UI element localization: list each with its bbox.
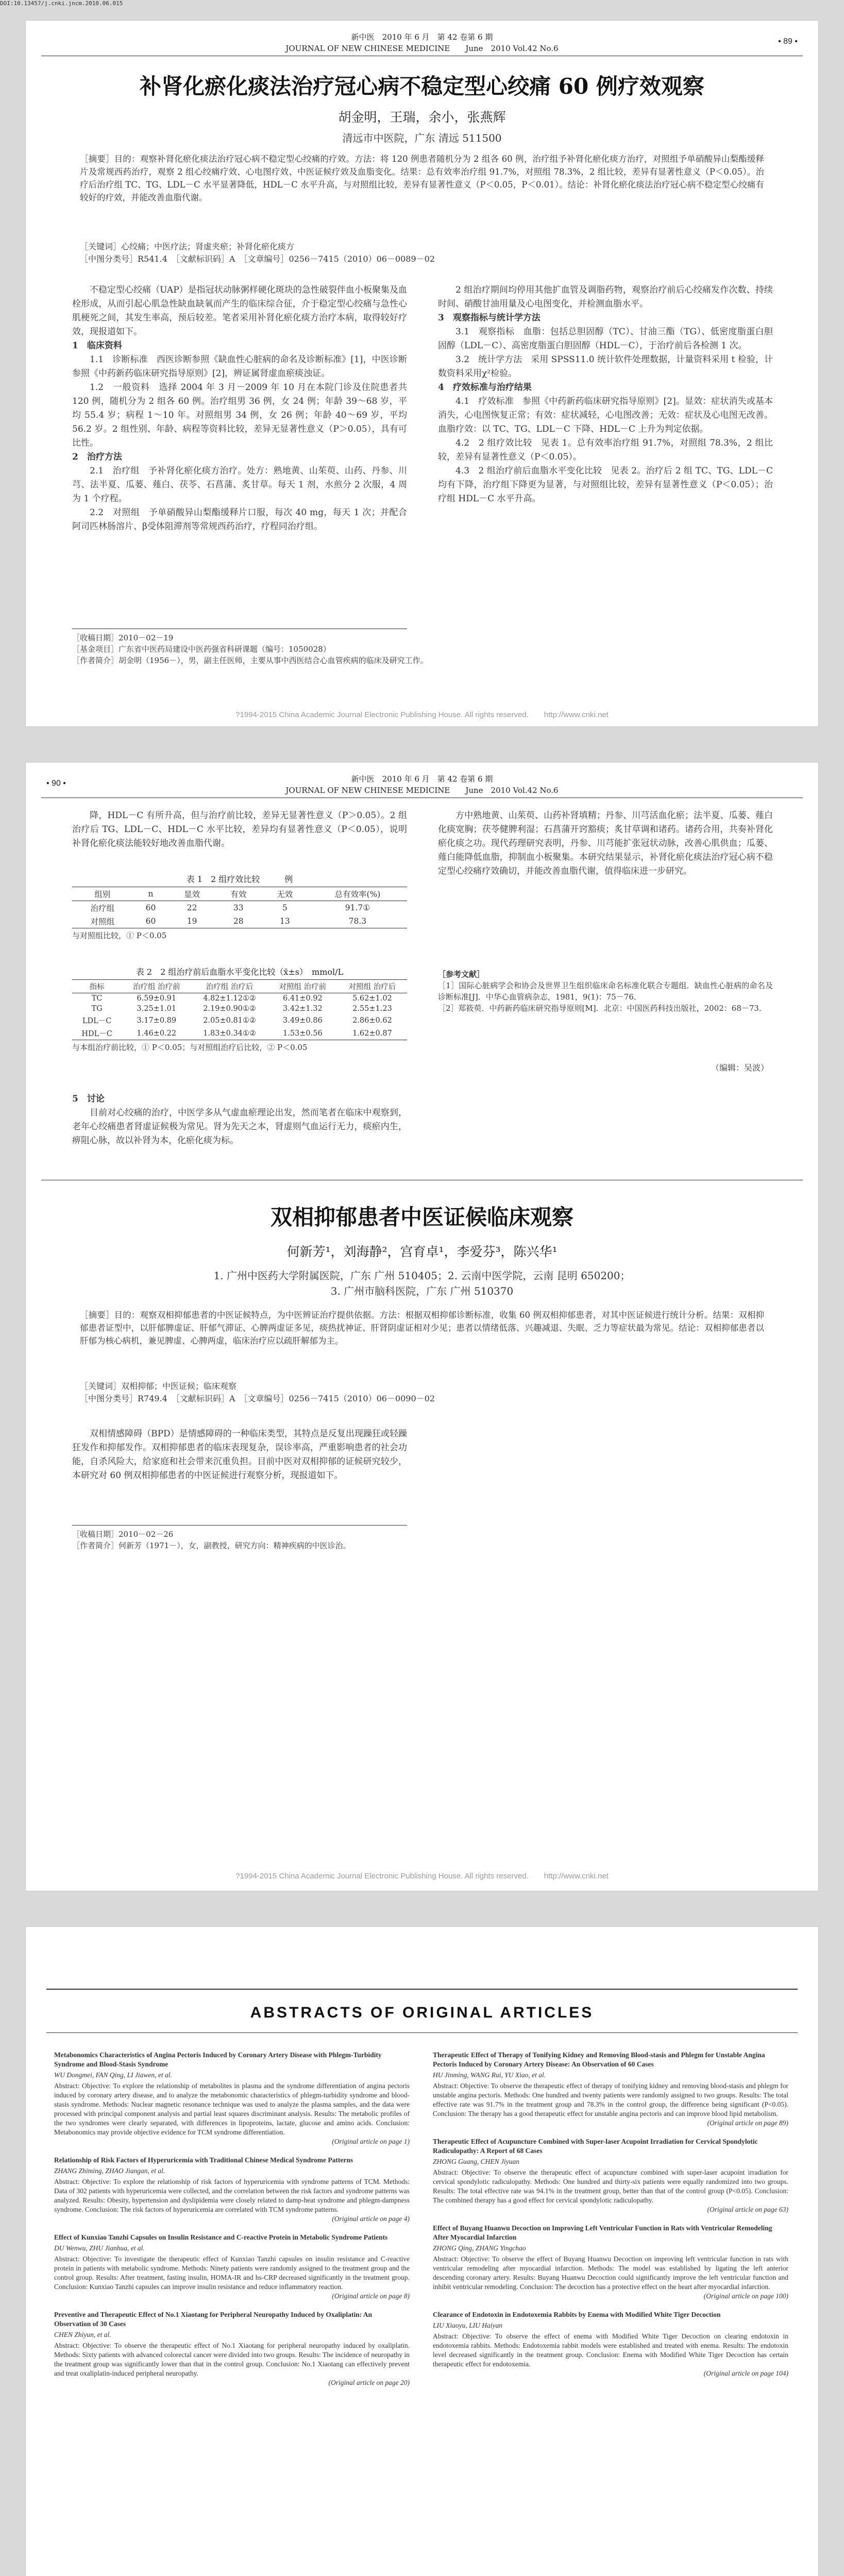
abstract-title: Metabonomics Characteristics of Angina Pectoris Induced by Coronary Artery Disease with Phlegm-Turbidity Syndrome and Blood-Stasis Syndrome	[54, 2051, 382, 2068]
running-header-cn: 新中医 2010 年 6 月 第 42 卷第 6 期	[351, 32, 493, 42]
table-cell: 91.7①	[345, 903, 370, 912]
table-cell: 3.25±1.01	[137, 1005, 177, 1013]
table-header: 有效	[215, 887, 262, 901]
abstract-citation: (Original article on page 89)	[707, 2119, 788, 2127]
paragraph: 2 组治疗期间均停用其他扩血管及调脂药物，观察治疗前后心绞痛发作次数、持续时间、硝酸甘油用量及心电图变化，并检测血脂水平。	[438, 285, 773, 309]
abstract-citation: (Original article on page 63)	[707, 2206, 788, 2213]
header-rule	[46, 2032, 798, 2033]
article-affiliation: 清远市中医院，广东 清远 511500	[342, 132, 502, 144]
table-header: 总有效率(%)	[308, 887, 407, 901]
body-column-right	[438, 283, 773, 618]
copyright-watermark: ?1994-2015 China Academic Journal Electronic Publishing House. All rights reserved. http://www.cnki.net	[235, 1872, 609, 1880]
keywords: ［关键词］心绞痛；中医疗法；肾虚夹瘀；补肾化瘀化痰方	[80, 242, 295, 251]
footnote-received: ［收稿日期］2010－02－26	[72, 1530, 174, 1539]
table-row	[72, 901, 407, 915]
abstract-title: Therapeutic Effect of Acupuncture Combined with Super-laser Acupoint Irradiation for Cervical Spondylotic Radiculopathy: A Report of 68 Cases	[433, 2138, 758, 2155]
table-header: 组别	[72, 887, 132, 901]
abstract-authors: ZHONG Guang, CHEN Jiyuan	[433, 2158, 519, 2165]
table-cell: TG	[91, 1005, 103, 1013]
abstract-authors: LIU Xiaoyu, LIU Haiyan	[433, 2321, 502, 2329]
discussion-right	[438, 809, 773, 878]
paragraph: 双相情感障碍（BPD）是情感障碍的一种临床类型，其特点是反复出现躁狂或轻躁狂发作和抑郁发作。双相抑郁患者的临床表现复杂，误诊率高，严重影响患者的社会功能，自杀风险大，给家庭和社会带来沉重负担。目前中医对双相抑郁的证候研究较少，本研究对 60 例双相抑郁患者的中医证候进行观察分析，现报道如下。	[72, 1429, 407, 1481]
table-cell: 3.49±0.86	[282, 1016, 323, 1025]
abstract-item	[433, 2310, 788, 2378]
article-authors: 胡金明，王瑞，余小，张燕辉	[338, 110, 506, 125]
table-header: 显效	[169, 887, 215, 901]
paragraph: 3.1 观察指标 血脂：包括总胆固醇（TC）、甘油三酯（TG）、低密度脂蛋白胆固醇（LDL－C）、高密度脂蛋白胆固醇（HDL－C），于治疗前后各检测 1 次。	[438, 327, 773, 351]
abstract-item	[54, 2310, 410, 2387]
article-affiliation: 3. 广州市脑科医院，广东 广州 510370	[330, 1285, 514, 1297]
table-header: 治疗组 治疗后	[191, 980, 268, 993]
table-cell: 78.3	[308, 914, 407, 928]
doi-label: DOI:10.13457/j.cnki.jncm.2010.06.015	[0, 0, 123, 7]
page-90	[26, 762, 818, 1891]
table-cell: 2.86±0.62	[352, 1016, 392, 1025]
table-cell: 4.82±1.12①②	[203, 994, 256, 1003]
table-header: 对照组 治疗前	[268, 980, 337, 993]
paragraph: 不稳定型心绞痛（UAP）是指冠状动脉粥样硬化斑块的急性破裂伴血小板聚集及血栓形成，从而引起心肌急性缺血缺氧而产生的临床综合征，介于稳定型心绞痛与急性心肌梗死之间，其发生率高，预后较差。笔者采用补肾化瘀化痰方治疗本病，取得较好疗效，现报道如下。	[72, 285, 407, 337]
paragraph: 4.3 2 组治疗前后血脂水平变化比较 见表 2。治疗后 2 组 TC、TG、LDL－C 均有下降，治疗组下降更为显著，与对照组比较，差异有显著性意义（P＜0.05）；治疗组 HDL－C 水平升高。	[438, 466, 773, 504]
abstract-body: Abstract: Objective: To explore the relationship of metabolites in plasma and the syndrome differentiation of angina pectoris induced by coronary artery disease, and to analyze the metabonomic characteristics of phlegm-turbidity syndrome and blood-stasis syndrome. Methods: Nuclear magnetic resonance technique was used to analyze the plasma samples, and the data were processed with principal component analysis and partial least squares discriminant analysis. Results: The metabolic profiles of the two syndromes were clearly separated, with differences in lipoproteins, lactate, glucose and amino acids. Conclusion: Metabonomics may provide objective evidence for TCM syndrome differentiation.	[54, 2082, 410, 2136]
header-rule	[46, 1989, 798, 1990]
table-cell: 60	[132, 914, 168, 928]
paragraph: 2.1 治疗组 予补肾化瘀化痰方治疗。处方：熟地黄、山茱萸、山药、丹参、川芎、法半夏、瓜蒌、薤白、茯苓、石菖蒲、炙甘草。每天 1 剂，水煎分 2 次服，4 周为 1 个疗程。	[72, 466, 407, 504]
section-heading: 5 讨论	[72, 1094, 105, 1104]
table-header: 无效	[262, 887, 308, 901]
abstract-item	[54, 2050, 410, 2146]
paragraph: 4.2 2 组疗效比较 见表 1。总有效率治疗组 91.7%，对照组 78.3%，2 组比较，差异有显著性意义（P＜0.05）。	[438, 438, 773, 462]
table-header: 对照组 治疗后	[337, 980, 407, 993]
abstract-title: Effect of Buyang Huanwu Decoction on Improving Left Ventricular Function in Rats with Ventricular Remodeling After Myocardial Infarction	[433, 2224, 772, 2241]
table-cell: 1.46±0.22	[122, 1027, 191, 1040]
abstract-title: Relationship of Risk Factors of Hyperuricemia with Traditional Chinese Medical Syndrome Patterns	[54, 2156, 353, 2164]
article-title: 双相抑郁患者中医证候临床观察	[270, 1205, 573, 1230]
table-row	[72, 993, 407, 1004]
table-cell: 2.05±0.81①②	[203, 1016, 256, 1025]
body-column-left	[72, 1427, 407, 1483]
table-cell: 3.42±1.32	[282, 1005, 323, 1013]
abstract-authors: ZHONG Qing, ZHANG Yingchao	[433, 2244, 526, 2252]
abstract-authors: WU Dongmei, FAN Qing, LI Jiawen, et al.	[54, 2071, 172, 2079]
editor-note: （编辑：吴波）	[711, 1063, 769, 1073]
discussion-left	[72, 1092, 407, 1148]
table-cell: 33	[233, 903, 244, 912]
table-cell: 2.55±1.23	[352, 1005, 392, 1013]
abstract-item	[433, 2050, 788, 2128]
table-cell: 22	[187, 903, 197, 912]
table-note: 与对照组比较，① P＜0.05	[72, 931, 167, 940]
table-note: 与本组治疗前比较，① P＜0.05；与对照组治疗后比较，② P＜0.05	[72, 1043, 308, 1052]
paragraph: 降，HDL－C 有所升高，但与治疗前比较，差异无显著性意义（P＞0.05）。2 组治疗后 TG、LDL－C、HDL－C 水平比较，差异均有显著性意义（P＜0.05），说明补肾化瘀化痰法能较好地改善血脂代谢。	[72, 810, 407, 849]
abstract-body: Abstract: Objective: To observe the therapeutic effect of acupuncture combined with super-laser acupoint irradiation for cervical spondylotic radiculopathy. Methods: One hundred and thirty-six patients were equally randomized into two groups. Results: The total effective rate was 94.1% in the treatment group, better than that of the control group (P<0.05). Conclusion: The combined therapy has a good effect for cervical spondylotic radiculopathy.	[433, 2168, 788, 2204]
abstract-authors: HU Jinming, WANG Rui, YU Xiao, et al.	[433, 2071, 546, 2079]
paragraph: 方中熟地黄、山茱萸、山药补肾填精；丹参、川芎活血化瘀；法半夏、瓜蒌、薤白化痰宽胸；茯苓健脾利湿；石菖蒲开窍豁痰；炙甘草调和诸药。诸药合用，共奏补肾化瘀化痰之功。现代药理研究表明，丹参、川芎能扩张冠状动脉，改善心肌供血；瓜蒌、薤白能降低血脂，抑制血小板聚集。本研究结果显示，补肾化瘀化痰法治疗冠心病不稳定型心绞痛疗效确切，并能改善血脂代谢，值得临床进一步研究。	[438, 810, 773, 876]
page-89	[26, 21, 818, 726]
classification-line: ［中图分类号］R541.4 ［文献标识码］A ［文章编号］0256－7415（2010）06－0089－02	[80, 254, 435, 264]
table-cell: 1.83±0.34①②	[191, 1027, 268, 1040]
table-cell: 1.62±0.87	[337, 1027, 407, 1040]
abstracts-page	[26, 1927, 818, 2576]
footnote-rule	[72, 1525, 407, 1526]
running-header-cn: 新中医 2010 年 6 月 第 42 卷第 6 期	[351, 774, 493, 784]
section-heading: 4 疗效标准与治疗结果	[438, 382, 532, 393]
section-heading: 2 治疗方法	[72, 452, 122, 462]
body-column-left	[72, 809, 407, 851]
table-row	[72, 1027, 407, 1040]
abstract-title: Preventive and Therapeutic Effect of No.1 Xiaotang for Peripheral Neuropathy Induced by Oxaliplatin: An Observation of 30 Cases	[54, 2311, 372, 2328]
table-cell: TC	[91, 994, 103, 1003]
table-header: n	[132, 887, 168, 901]
table-row	[72, 1004, 407, 1014]
copyright-watermark: ?1994-2015 China Academic Journal Electronic Publishing House. All rights reserved. http://www.cnki.net	[235, 710, 609, 719]
page-number: • 89 •	[778, 37, 798, 46]
footnote-fund: ［基金项目］广东省中医药局建设中医药强省科研课题（编号：1050028）	[72, 645, 331, 654]
table-row	[72, 1014, 407, 1027]
abstract-body: Abstract: Objective: To observe the effect of enema with Modified White Tiger Decoction on clearing endotoxin in endotoxemia rabbits. Methods: Endotoxemia rabbit models were established and treated with enema. Results: The endotoxin level decreased significantly in the treatment group. Conclusion: Enema with Modified White Tiger Decoction has certain therapeutic effect for endotoxemia.	[433, 2332, 788, 2368]
table-cell: 3.17±0.89	[137, 1016, 177, 1025]
body-column-left	[72, 283, 407, 618]
table-cell: 60	[145, 903, 156, 912]
paragraph: 3.2 统计学方法 采用 SPSS11.0 统计软件处理数据，计量资料采用 t 检验，计数资料采用χ²检验。	[438, 354, 773, 379]
abstract: ［摘要］目的：观察双相抑郁患者的中医证候特点，为中医辨证治疗提供依据。方法：根据双相抑郁诊断标准，收集 60 例双相抑郁患者，对其中医证候进行统计分析。结果：双相抑郁患者证型中，以肝郁脾虚证、肝郁气滞证、心脾两虚证多见，痰热扰神证、肝肾阴虚证相对少见；患者以情绪低落、兴趣减退、失眠、乏力等症状最为常见。结论：双相抑郁患者以肝郁为核心病机，兼见脾虚、心脾两虚，临床治疗应以疏肝解郁为主。	[80, 1310, 764, 1346]
table-cell: 13	[262, 914, 308, 928]
table-cell: 5	[282, 903, 288, 912]
abstracts-heading: ABSTRACTS OF ORIGINAL ARTICLES	[250, 2004, 594, 2021]
abstracts-column-left	[54, 2050, 410, 2397]
article-authors: 何新芳¹，刘海静²，宫育卓¹，李爱芬³，陈兴华¹	[286, 1244, 558, 1259]
abstract-item	[54, 2233, 410, 2301]
table-caption: 表 2 2 组治疗前后血脂水平变化比较（x̄±s） mmol/L	[136, 967, 344, 977]
table-cell: LDL－C	[82, 1017, 112, 1025]
abstract-authors: DU Wenwu, ZHU Jianhua, et al.	[54, 2244, 145, 2252]
table-cell: 6.59±0.91	[137, 994, 177, 1003]
abstract-item	[433, 2224, 788, 2301]
paragraph: 4.1 疗效标准 参照《中药新药临床研究指导原则》[2]。显效：症状消失或基本消失，心电图恢复正常；有效：症状减轻，心电图改善；无效：症状及心电图无改善。血脂疗效：以 TC、TG、LDL－C 下降、HDL－C 上升为判定依据。	[438, 396, 773, 434]
running-header-en: JOURNAL OF NEW CHINESE MEDICINE June 2010 Vol.42 No.6	[285, 44, 559, 53]
running-header-en: JOURNAL OF NEW CHINESE MEDICINE June 2010 Vol.42 No.6	[285, 786, 559, 795]
table-caption: 表 1 2 组疗效比较 例	[186, 874, 293, 884]
abstract-title: Therapeutic Effect of Therapy of Tonifying Kidney and Removing Blood-stasis and Phlegm for Unstable Angina Pectoris Induced by Coronary Artery Disease: An Observation of 60 Cases	[433, 2051, 765, 2068]
footnote-author: ［作者简介］胡金明（1956－），男，副主任医师，主要从事中西医结合心血管疾病的临床及研究工作。	[72, 656, 428, 665]
abstract-body: Abstract: Objective: To explore the relationship of risk factors of hyperuricemia with syndrome patterns of TCM. Methods: Data of 302 patients with hyperuricemia were collected, and the correlation between the risk factors and syndrome patterns was analyzed. Results: Obesity, hypertension and dyslipidemia were closely related to damp-heat syndrome and phlegm-dampness syndrome. Conclusion: The risk factors of hyperuricemia are correlated with TCM syndrome patterns.	[54, 2178, 410, 2213]
table-header: 指标	[72, 980, 122, 993]
footnote-author: ［作者简介］何新芳（1971－），女，副教授，研究方向：精神疾病的中医诊治。	[72, 1541, 351, 1550]
classification-line: ［中图分类号］R749.4 ［文献标识码］A ［文章编号］0256－7415（2010）06－0090－02	[80, 1394, 435, 1403]
table-cell: 28	[215, 914, 262, 928]
abstract-citation: (Original article on page 1)	[332, 2138, 410, 2145]
article-affiliation: 1. 广州中医药大学附属医院，广东 广州 510405；2. 云南中医学院，云南 昆明 650200；	[213, 1269, 631, 1282]
reference-item: ［1］国际心脏病学会和协会及世界卫生组织临床命名标准化联合专题组．缺血性心脏病的命名及诊断标准[J]．中华心血管病杂志，1981，9(1)：75－76．	[438, 981, 773, 1002]
table-header: 治疗组 治疗前	[122, 980, 191, 993]
table-cell: 1.53±0.56	[268, 1027, 337, 1040]
abstract-citation: (Original article on page 104)	[703, 2369, 788, 2377]
abstract-body: Abstract: Objective: To observe the effect of Buyang Huanwu Decoction on improving left ventricular function in rats with ventricular remodeling after myocardial infarction. Methods: The model was established by ligating the left anterior descending coronary artery. Results: Buyang Huanwu Decoction could significantly improve the left ventricular function and inhibit ventricular remodeling. Conclusion: The decoction has a protective effect on the heart after myocardial infarction.	[433, 2255, 788, 2291]
reference-item: ［2］郑筱萸．中药新药临床研究指导原则[M]．北京：中国医药科技出版社，2002：68－73．	[438, 1004, 767, 1013]
keywords: ［关键词］双相抑郁；中医证候；临床观察	[80, 1381, 237, 1391]
abstract-title: Clearance of Endotoxin in Endotoxemia Rabbits by Enema with Modified White Tiger Decoction	[433, 2311, 721, 2318]
abstract-citation: (Original article on page 20)	[328, 2379, 410, 2386]
abstract: ［摘要］目的：观察补肾化瘀化痰法治疗冠心病不稳定型心绞痛的疗效。方法：将 120 例患者随机分为 2 组各 60 例，治疗组予补肾化瘀化痰方治疗，对照组予单硝酸异山梨酯缓释片及常规西药治疗，观察 2 组心绞痛疗效、心电图疗效、中医证候疗效及血脂变化。结果：总有效率治疗组 91.7%，对照组 78.3%，2 组比较，差异有显著性意义（P＜0.05）。治疗后治疗组 TC、TG、LDL－C 水平显著降低，HDL－C 水平升高，与对照组比较，差异有显著性意义（P＜0.05，P＜0.01）。结论：补肾化瘀化痰法治疗冠心病不稳定型心绞痛有较好的疗效，并能改善血脂代谢。	[80, 154, 764, 202]
table-cell: 19	[169, 914, 215, 928]
paragraph: 1.2 一般资料 选择 2004 年 3 月－2009 年 10 月在本院门诊及住院患者共 120 例，随机分为 2 组各 60 例。治疗组男 36 例，女 24 例；年龄 39～68 岁，平均 55.4 岁；病程 1～10 年。对照组男 34 例，女 26 例；年龄 40～69 岁，平均 56.2 岁。2 组性别、年龄、病程等资料比较，差异无显著性意义（P＞0.05），具有可比性。	[72, 382, 407, 448]
abstract-title: Effect of Kunxiao Tanzhi Capsules on Insulin Resistance and C-reactive Protein in Metabolic Syndrome Patients	[54, 2233, 388, 2241]
table-cell: 6.41±0.92	[282, 994, 323, 1003]
page-number: • 90 •	[46, 779, 66, 788]
footnote-received: ［收稿日期］2010－02－19	[72, 633, 174, 642]
table-cell: 2.19±0.90①②	[203, 1005, 256, 1013]
article-title: 补肾化瘀化痰法治疗冠心病不稳定型心绞痛 60 例疗效观察	[140, 74, 704, 99]
table-cell: 5.62±1.02	[352, 994, 392, 1003]
abstract-citation: (Original article on page 8)	[332, 2292, 410, 2300]
abstract-body: Abstract: Objective: To observe the therapeutic effect of No.1 Xiaotang for peripheral neuropathy induced by oxaliplatin. Methods: Sixty patients with advanced colorectal cancer were divided into two groups. Results: The incidence of neuropathy in the treatment group was significantly lower than that in the control group. Conclusion: No.1 Xiaotang can effectively prevent and treat oxaliplatin-induced peripheral neuropathy.	[54, 2342, 410, 2377]
paragraph: 2.2 对照组 予单硝酸异山梨酯缓释片口服，每次 40 mg，每天 1 次；并配合阿司匹林肠溶片、β受体阻滞剂等常规西药治疗，疗程同治疗组。	[72, 507, 407, 532]
abstract-body: Abstract: Objective: To observe the therapeutic effect of therapy of tonifying kidney and removing blood-stasis and phlegm for unstable angina pectoris. Methods: One hundred and twenty patients were randomly assigned to two groups. Results: The total effective rate was 91.7% in the treatment group and 78.3% in the control group, the difference being significant (P<0.05). Conclusion: The therapy has a good therapeutic effect for unstable angina pectoris and can improve blood lipid metabolism.	[433, 2082, 788, 2117]
table-2	[72, 963, 407, 1053]
section-heading: 1 临床资料	[72, 341, 122, 351]
references	[438, 969, 773, 1014]
abstract-item	[54, 2156, 410, 2224]
abstracts-column-right	[433, 2050, 788, 2387]
abstract-authors: CHEN Zhiyun, et al.	[54, 2331, 111, 2338]
table-cell: 治疗组	[90, 904, 114, 913]
abstract-citation: (Original article on page 100)	[703, 2292, 788, 2300]
table-1	[72, 871, 407, 941]
table-cell: HDL－C	[72, 1027, 122, 1040]
abstract-item	[433, 2137, 788, 2214]
section-heading: 3 观察指标与统计学方法	[438, 313, 541, 323]
paragraph: 目前对心绞痛的治疗，中医学多从气虚血瘀理论出发，然而笔者在临床中观察到，老年心绞痛患者肾虚证候极为常见。肾为先天之本，肾虚则气血运行无力，痰瘀内生，痹阻心脉，故以补肾为本，化瘀化痰为标。	[72, 1108, 407, 1146]
abstract-body: Abstract: Objective: To investigate the therapeutic effect of Kunxiao Tanzhi capsules on insulin resistance and C-reactive protein in patients with metabolic syndrome. Methods: Ninety patients were randomly assigned to the treatment group and the control group. Results: After treatment, fasting insulin, HOMA-IR and hs-CRP decreased significantly in the treatment group. Conclusion: Kunxiao Tanzhi capsules can improve insulin resistance and reduce inflammatory reaction.	[54, 2255, 410, 2291]
paragraph: 1.1 诊断标准 西医诊断参照《缺血性心脏病的命名及诊断标准》[1]，中医诊断参照《中药新药临床研究指导原则》[2]，辨证属肾虚血瘀痰浊证。	[72, 354, 407, 379]
abstract-authors: ZHANG Zhiming, ZHAO Jiangan, et al.	[54, 2167, 165, 2175]
table-cell: 对照组	[72, 914, 132, 928]
table-row	[72, 914, 407, 928]
abstract-citation: (Original article on page 4)	[332, 2215, 410, 2223]
references-heading: ［参考文献］	[438, 970, 485, 979]
